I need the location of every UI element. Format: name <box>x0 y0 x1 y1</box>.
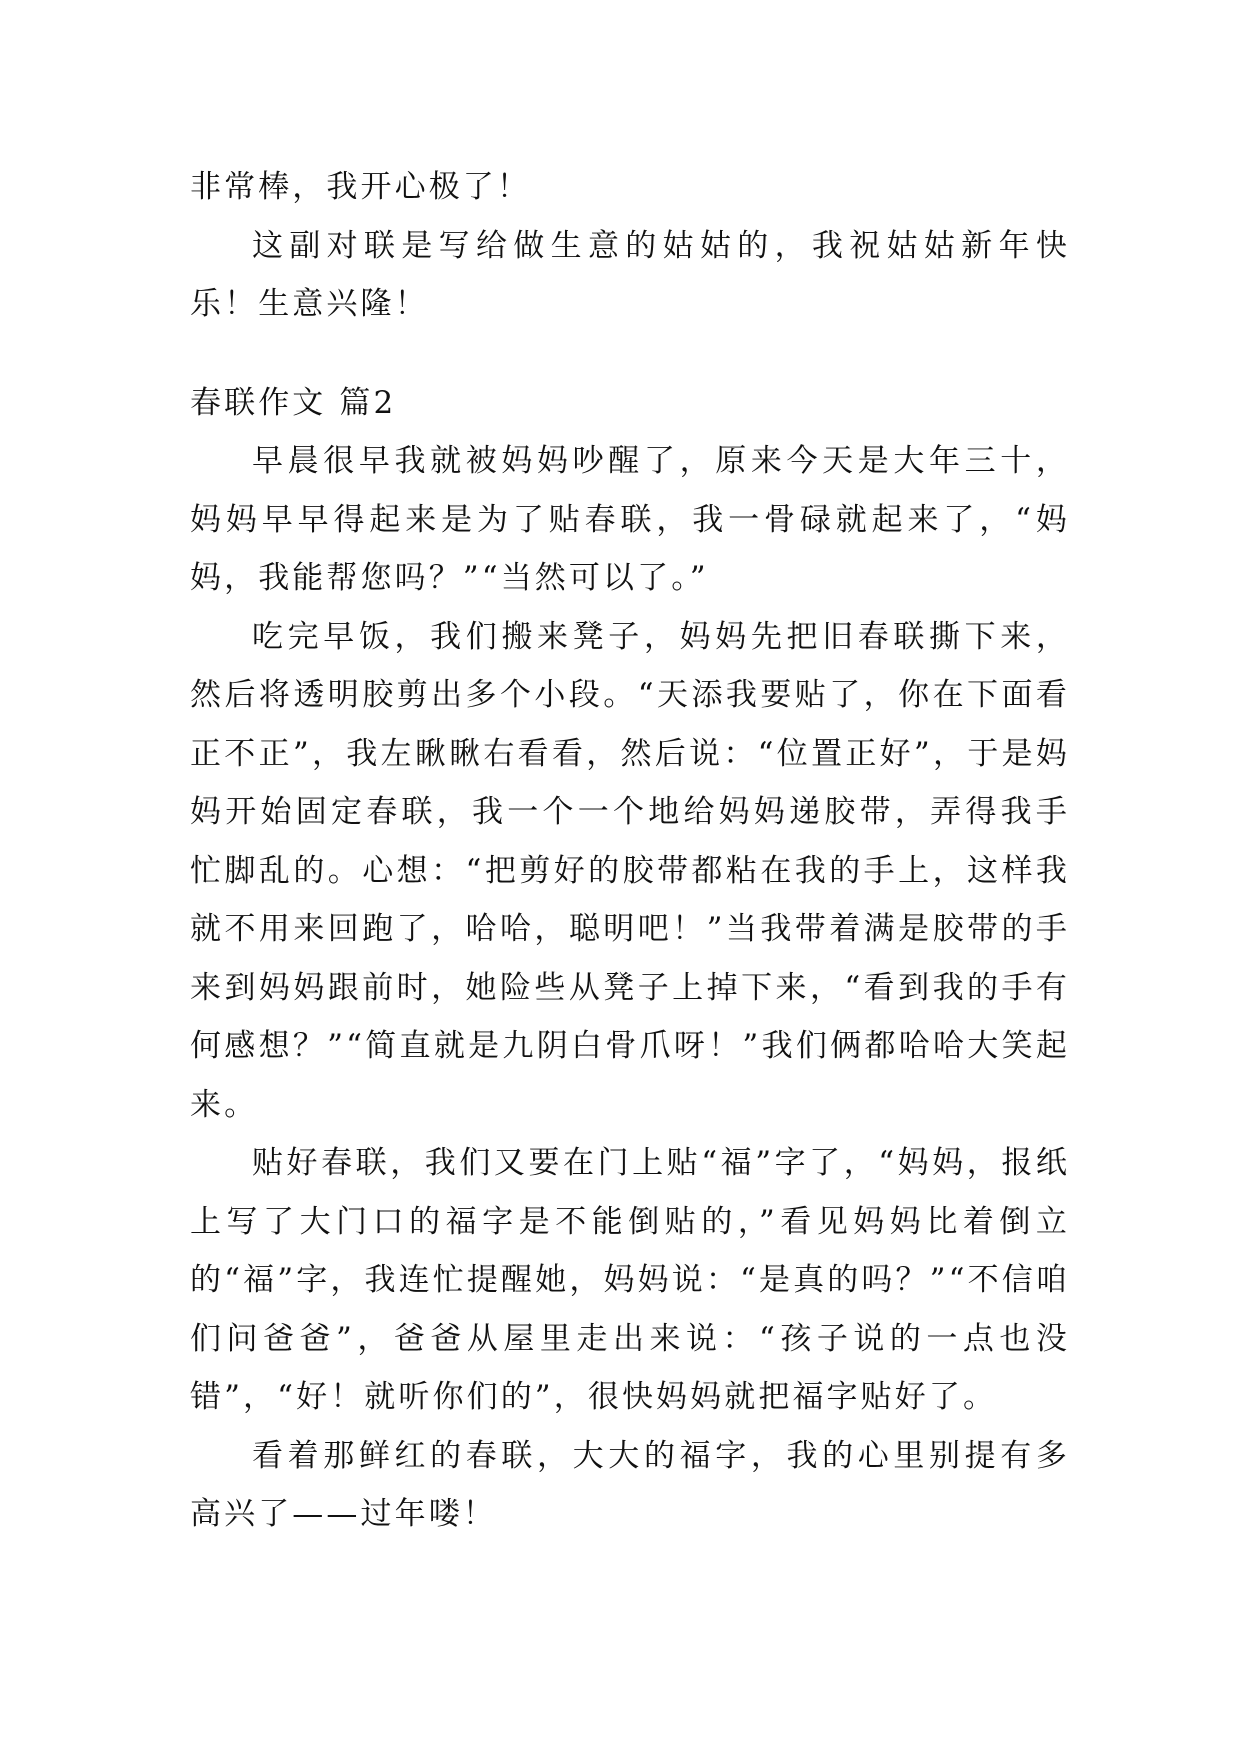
paragraph-morning: 早晨很早我就被妈妈吵醒了，原来今天是大年三十，妈妈早早得起来是为了贴春联，我一骨碌就起来了，“妈妈，我能帮您吗？”“当然可以了。” <box>190 443 1070 596</box>
section-spacer <box>190 334 1070 374</box>
paragraph-blessing: 这副对联是写给做生意的姑姑的，我祝姑姑新年快乐！生意兴隆！ <box>190 227 1070 322</box>
document-body <box>190 158 1070 1544</box>
paragraph-continuation: 非常棒，我开心极了！ <box>190 169 531 205</box>
paragraph-breakfast: 吃完早饭，我们搬来凳子，妈妈先把旧春联撕下来，然后将透明胶剪出多个小段。“天添我要贴了，你在下面看正不正”，我左瞅瞅右看看，然后说：“位置正好”，于是妈妈开始固定春联，我一个一个地给妈妈递胶带，弄得我手忙脚乱的。心想：“把剪好的胶带都粘在我的手上，这样我就不用来回跑了，哈哈，聪明吧！”当我带着满是胶带的手来到妈妈跟前时，她险些从凳子上掉下来，“看到我的手有何感想？”“简直就是九阴白骨爪呀！”我们俩都哈哈大笑起来。 <box>190 618 1070 1123</box>
paragraph-ending: 看着那鲜红的春联，大大的福字，我的心里别提有多高兴了——过年喽！ <box>190 1437 1070 1532</box>
paragraph-fu-character: 贴好春联，我们又要在门上贴“福”字了，“妈妈，报纸上写了大门口的福字是不能倒贴的，”看见妈妈比着倒立的“福”字，我连忙提醒她，妈妈说：“是真的吗？”“不信咱们问爸爸”，爸爸从屋里走出来说：“孩子说的一点也没错”，“好！就听你们的”，很快妈妈就把福字贴好了。 <box>190 1145 1070 1415</box>
section-title: 春联作文 篇2 <box>190 384 397 421</box>
